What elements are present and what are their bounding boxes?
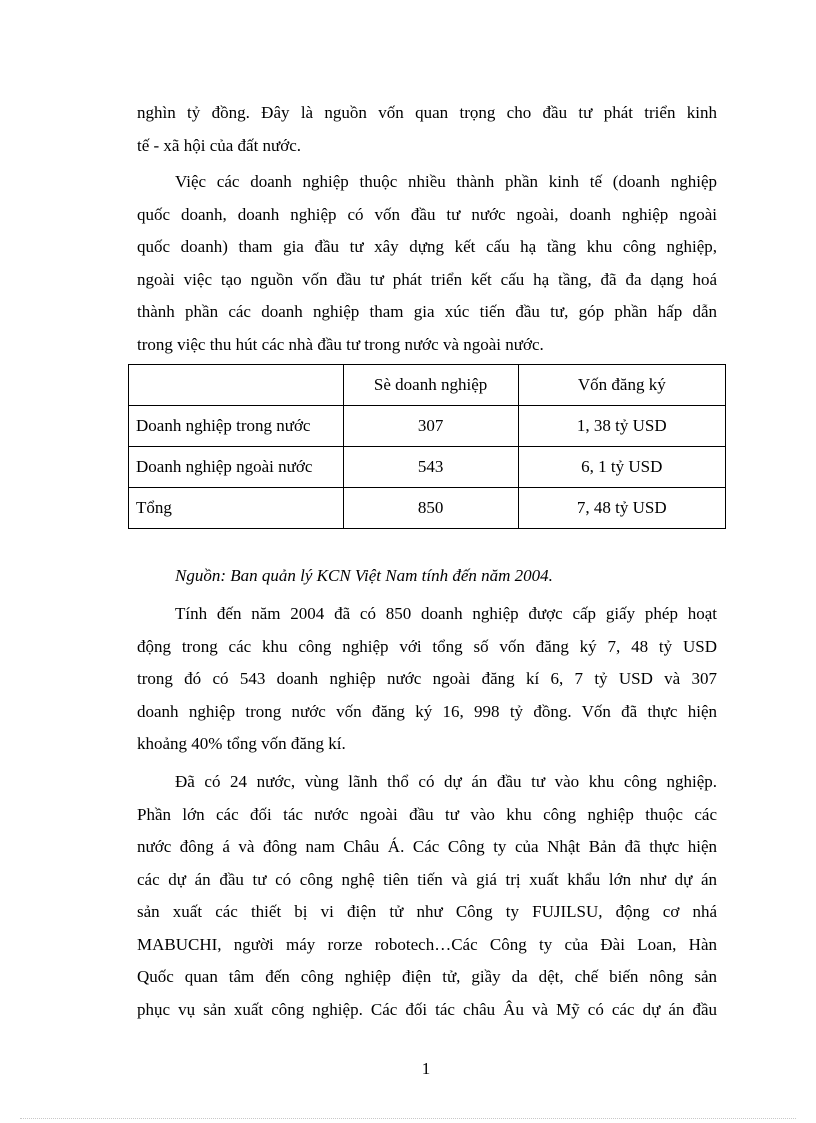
paragraph-foreign-partners — [137, 766, 717, 1026]
source-note: Nguồn: Ban quản lý KCN Việt Nam tính đến năm 2004. — [175, 566, 553, 585]
table-header-cell: Sè doanh nghiệp — [343, 365, 518, 406]
text-line: thành phần các doanh nghiệp tham gia xúc tiến đầu tư, góp phần hấp dẫn — [137, 302, 717, 321]
text-line: Đã có 24 nước, vùng lãnh thổ có dự án đầu tư vào khu công nghiệp. — [175, 772, 717, 791]
table-row — [129, 447, 726, 488]
table-row — [129, 406, 726, 447]
text-line: khoảng 40% tổng vốn đăng kí. — [137, 734, 346, 753]
text-line: Phần lớn các đối tác nước ngoài đầu tư vào khu công nghiệp thuộc các — [137, 804, 717, 824]
text-line: Tính đến năm 2004 đã có 850 doanh nghiệp được cấp giấy phép hoạt — [175, 604, 717, 623]
table-cell: 1, 38 tỷ USD — [518, 406, 725, 447]
table-cell: Tổng — [129, 488, 344, 529]
text-line: Việc các doanh nghiệp thuộc nhiều thành phần kinh tế (doanh nghiệp — [175, 172, 717, 191]
text-line: Quốc quan tâm đến công nghiệp điện tử, giầy da dệt, chế biến nông sản — [137, 967, 717, 986]
table-cell: 307 — [343, 406, 518, 447]
enterprise-capital-table — [128, 364, 726, 529]
table-header-cell: Vốn đăng ký — [518, 365, 725, 406]
text-line: doanh nghiệp trong nước vốn đăng ký 16, 998 tỷ đồng. Vốn đã thực hiện — [137, 701, 717, 721]
text-line: sản xuất các thiết bị vi điện tử như Công ty FUJILSU, động cơ nhá — [137, 902, 717, 921]
paragraph-capital-summary — [137, 97, 717, 162]
text-line: động trong các khu công nghiệp với tổng số vốn đăng ký 7, 48 tỷ USD — [137, 636, 717, 656]
table-cell: 543 — [343, 447, 518, 488]
table-header-cell — [129, 365, 344, 406]
table-header-row — [129, 365, 726, 406]
paragraph-licensed-enterprises — [137, 598, 717, 761]
table-cell: 850 — [343, 488, 518, 529]
text-line: ngoài việc tạo nguồn vốn đầu tư phát triển kết cấu hạ tầng, đã đa dạng hoá — [137, 269, 717, 289]
text-line: quốc doanh, doanh nghiệp có vốn đầu tư nước ngoài, doanh nghiệp ngoài — [137, 204, 717, 224]
table-cell: 7, 48 tỷ USD — [518, 488, 725, 529]
paragraph-enterprise-participation — [137, 166, 717, 361]
text-line: MABUCHI, người máy rorze robotech…Các Công ty của Đài Loan, Hàn — [137, 934, 717, 954]
page-number: 1 — [421, 1059, 431, 1078]
text-line: trong việc thu hút các nhà đầu tư trong nước và ngoài nước. — [137, 334, 544, 354]
table-cell: Doanh nghiệp ngoài nước — [129, 447, 344, 488]
text-line: quốc doanh) tham gia đầu tư xây dựng kết cấu hạ tầng khu công nghiệp, — [137, 237, 717, 256]
text-line: tế - xã hội của đất nước. — [137, 135, 302, 155]
table-row — [129, 488, 726, 529]
footer-divider — [20, 1118, 796, 1119]
table-cell: 6, 1 tỷ USD — [518, 447, 725, 488]
text-line: các dự án đầu tư có công nghệ tiên tiến và giá trị xuất khẩu lớn như dự án — [137, 869, 717, 889]
table-cell: Doanh nghiệp trong nước — [129, 406, 344, 447]
text-line: trong đó có 543 doanh nghiệp nước ngoài đăng kí 6, 7 tỷ USD và 307 — [137, 669, 717, 688]
text-line: nước đông á và đông nam Châu Á. Các Công ty của Nhật Bản đã thực hiện — [137, 837, 717, 856]
text-line: phục vụ sản xuất công nghiệp. Các đối tác châu Âu và Mỹ có các dự án đầu — [137, 999, 717, 1019]
text-line: nghìn tỷ đồng. Đây là nguồn vốn quan trọng cho đầu tư phát triển kinh — [137, 103, 717, 122]
